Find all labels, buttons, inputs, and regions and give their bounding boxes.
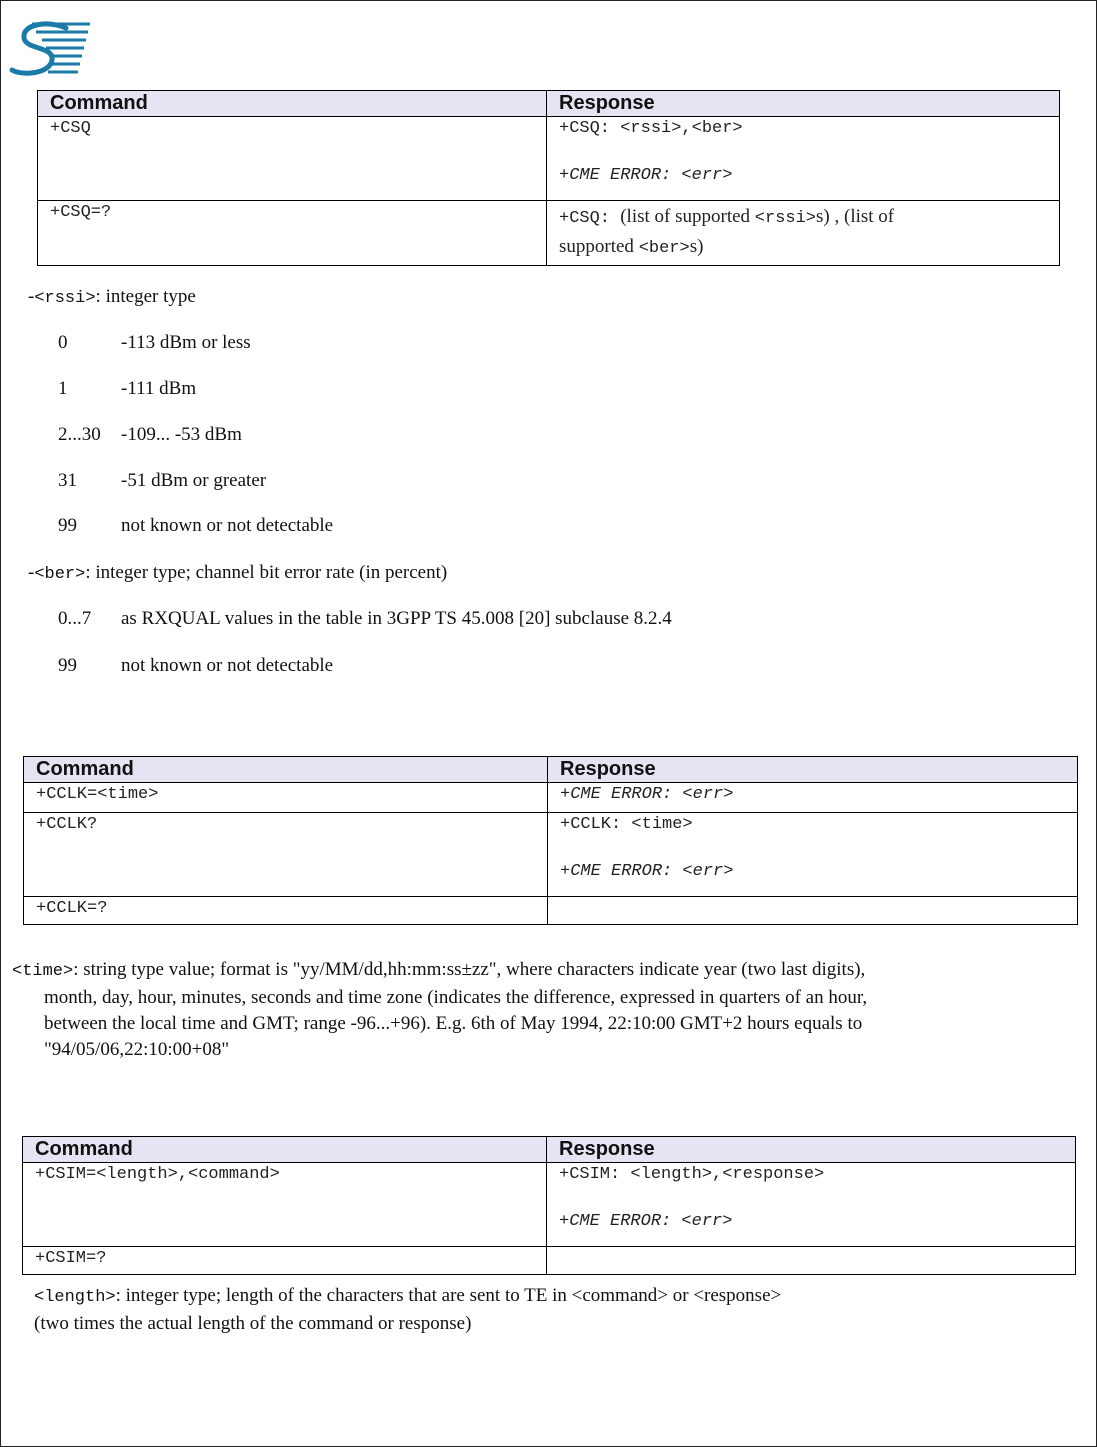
csq-command-table [37,90,1060,266]
table-row [23,1247,1076,1275]
command-header: Command [38,91,547,117]
response-cell: +CME ERROR: <err> [548,783,1078,813]
command-cell: +CSQ [38,117,547,201]
command-cell: +CCLK=<time> [24,783,548,813]
ber-param-heading: -<ber>: integer type; channel bit error rate (in percent) [28,562,448,584]
error-response-line: +CME ERROR: <err> [559,166,733,185]
table-header-row [23,1137,1076,1163]
table-row [23,1163,1076,1247]
command-cell: +CCLK? [24,813,548,897]
response-cell [548,897,1078,925]
command-cell: +CSIM=<length>,<command> [23,1163,547,1247]
command-cell: +CSIM=? [23,1247,547,1275]
response-header: Response [548,757,1078,783]
table-header-row [38,91,1060,117]
response-header: Response [547,1137,1076,1163]
table-row [38,117,1060,201]
csim-command-table [22,1136,1076,1275]
response-line: +CSIM: <length>,<response> [559,1165,825,1184]
time-param-description: <time>: string type value; format is "yy/MM/dd,hh:mm:ss±zz", where characters indicate year (two last digits), month, day, hour, minutes, seconds and time zone (indicates the difference, expressed in quarters of an hour, between the local time and GMT; range -96...+96). E.g. 6th of May 1994, 22:10:00 GMT+2 hours equals to "94/05/06,22:10:00+08" [12,959,868,1060]
company-logo-icon [8,18,90,80]
response-prefix: +CSQ: [559,209,621,228]
error-response-line: +CME ERROR: <err> [560,862,734,881]
command-cell: +CSQ=? [38,201,547,266]
response-cell [547,1163,1076,1247]
response-line: +CSQ: <rssi>,<ber> [559,119,743,138]
command-header: Command [23,1137,547,1163]
table-row [24,897,1078,925]
command-header: Command [24,757,548,783]
table-header-row [24,757,1078,783]
response-cell [547,117,1060,201]
error-response-line: +CME ERROR: <err> [559,1212,733,1231]
response-cell [547,1247,1076,1275]
response-cell [548,813,1078,897]
command-cell: +CCLK=? [24,897,548,925]
cclk-command-table [23,756,1078,925]
rssi-param-heading: -<rssi>: integer type [28,286,196,308]
table-row [38,201,1060,266]
response-cell: +CSQ: (list of supported <rssi>s) , (list of supported <ber>s) [547,201,1060,266]
response-line: +CCLK: <time> [560,815,693,834]
table-row [24,813,1078,897]
length-param-description: <length>: integer type; length of the characters that are sent to TE in <command> or <response> (two times the actual length of the command or response) [34,1285,782,1334]
response-header: Response [547,91,1060,117]
table-row [24,783,1078,813]
